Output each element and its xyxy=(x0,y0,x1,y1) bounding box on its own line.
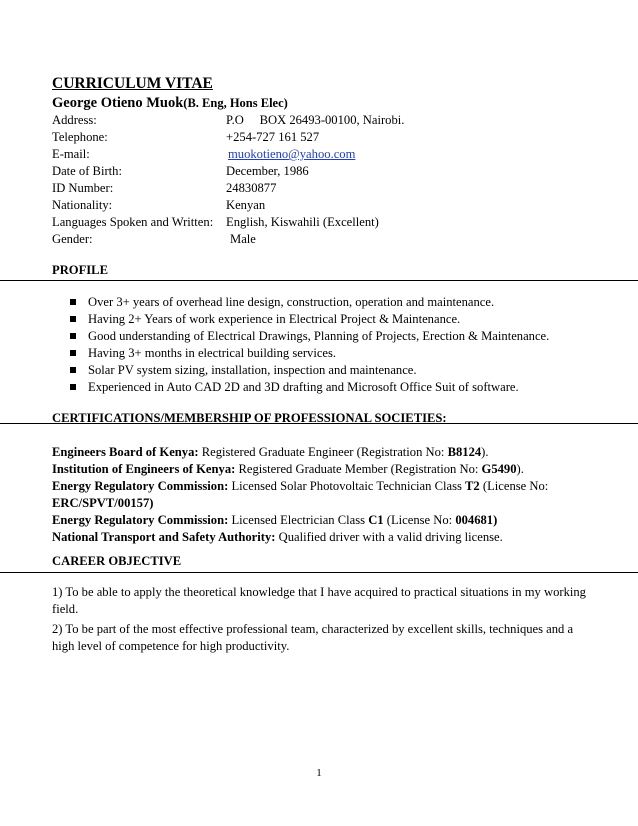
cert-code: B8124 xyxy=(447,445,482,459)
list-item xyxy=(70,379,549,396)
detail-value: Kenyan xyxy=(226,198,266,212)
cert-text: Registered Graduate Engineer (Registration No: xyxy=(198,445,448,459)
document-title: CURRICULUM VITAE xyxy=(52,75,213,92)
list-item xyxy=(70,328,549,345)
cert-entry xyxy=(52,478,612,495)
list-item xyxy=(70,362,549,379)
cert-text: Qualified driver with a valid driving license. xyxy=(275,530,503,544)
detail-value: December, 1986 xyxy=(226,164,309,178)
page-number: 1 xyxy=(316,767,322,779)
cert-org: Institution of Engineers of Kenya: xyxy=(52,462,236,476)
detail-label: Telephone: xyxy=(52,130,108,144)
cert-entry xyxy=(52,529,612,546)
detail-label: Address: xyxy=(52,113,97,127)
cert-code: 004681) xyxy=(455,513,498,527)
cert-code: ERC/SPVT/00157) xyxy=(52,496,154,510)
profile-heading: PROFILE xyxy=(52,263,108,277)
detail-value: English, Kiswahili (Excellent) xyxy=(226,215,379,229)
qualifications: (B. Eng, Hons Elec) xyxy=(183,96,288,110)
cert-text: (License No: xyxy=(479,479,549,493)
detail-value: 24830877 xyxy=(226,181,277,195)
detail-label: Gender: xyxy=(52,232,93,246)
profile-list xyxy=(70,294,549,396)
detail-value: Male xyxy=(230,232,256,246)
objective-paragraph xyxy=(52,621,592,655)
objective-line: 1) To be able to apply the theoretical knowledge that I have acquired to practical situations in my working xyxy=(52,585,586,599)
list-item xyxy=(70,345,549,362)
email-link[interactable]: muokotieno@yahoo.com xyxy=(228,147,356,161)
cert-code: G5490 xyxy=(481,462,517,476)
cert-text: Licensed Solar Photovoltaic Technician Class xyxy=(228,479,466,493)
objective-paragraph xyxy=(52,584,592,618)
cert-org: Energy Regulatory Commission: xyxy=(52,479,229,493)
list-item-text: Solar PV system sizing, installation, inspection and maintenance. xyxy=(88,363,417,377)
detail-label: Date of Birth: xyxy=(52,164,122,178)
cert-text: ). xyxy=(481,445,489,459)
cert-class: T2 xyxy=(465,479,480,493)
section-divider xyxy=(0,280,638,281)
cert-text: ). xyxy=(516,462,524,476)
bullet-icon xyxy=(70,299,76,305)
objective-line: field. xyxy=(52,602,79,616)
bullet-icon xyxy=(70,384,76,390)
detail-label: Languages Spoken and Written: xyxy=(52,215,214,229)
bullet-icon xyxy=(70,367,76,373)
section-divider xyxy=(0,423,638,424)
candidate-name xyxy=(52,94,288,112)
list-item-text: Over 3+ years of overhead line design, construction, operation and maintenance. xyxy=(88,295,495,309)
list-item xyxy=(70,294,549,311)
detail-value: +254-727 161 527 xyxy=(226,130,320,144)
certifications-list xyxy=(52,444,612,546)
cert-text: (License No: xyxy=(383,513,456,527)
objective-line: 2) To be part of the most effective professional team, characterized by excellent skills, techniques and a xyxy=(52,622,574,636)
certifications-heading: CERTIFICATIONS/MEMBERSHIP OF PROFESSIONAL SOCIETIES: xyxy=(52,411,447,425)
section-divider xyxy=(0,572,638,573)
cert-org: Energy Regulatory Commission: xyxy=(52,513,229,527)
list-item-text: Having 3+ months in electrical building services. xyxy=(88,346,337,360)
career-objective-body xyxy=(52,584,592,658)
list-item-text: Having 2+ Years of work experience in Electrical Project & Maintenance. xyxy=(88,312,461,326)
name-text: George Otieno Muok xyxy=(52,95,184,111)
detail-value: P.O BOX 26493-00100, Nairobi. xyxy=(226,113,405,127)
list-item xyxy=(70,311,549,328)
cert-class: C1 xyxy=(368,513,384,527)
cert-org: National Transport and Safety Authority: xyxy=(52,530,276,544)
career-objective-heading: CAREER OBJECTIVE xyxy=(52,554,182,568)
cert-entry xyxy=(52,512,612,529)
list-item-text: Good understanding of Electrical Drawings, Planning of Projects, Erection & Maintenance. xyxy=(88,329,550,343)
list-item-text: Experienced in Auto CAD 2D and 3D drafting and Microsoft Office Suit of software. xyxy=(88,380,519,394)
cert-text: Licensed Electrician Class xyxy=(228,513,369,527)
cert-org: Engineers Board of Kenya: xyxy=(52,445,199,459)
detail-label: Nationality: xyxy=(52,198,113,212)
detail-label: E-mail: xyxy=(52,147,90,161)
bullet-icon xyxy=(70,316,76,322)
detail-label: ID Number: xyxy=(52,181,114,195)
bullet-icon xyxy=(70,333,76,339)
cert-text: Registered Graduate Member (Registration No: xyxy=(235,462,482,476)
cert-entry xyxy=(52,444,612,461)
cert-entry xyxy=(52,461,612,478)
objective-line: high level of competence for high productivity. xyxy=(52,639,290,653)
bullet-icon xyxy=(70,350,76,356)
